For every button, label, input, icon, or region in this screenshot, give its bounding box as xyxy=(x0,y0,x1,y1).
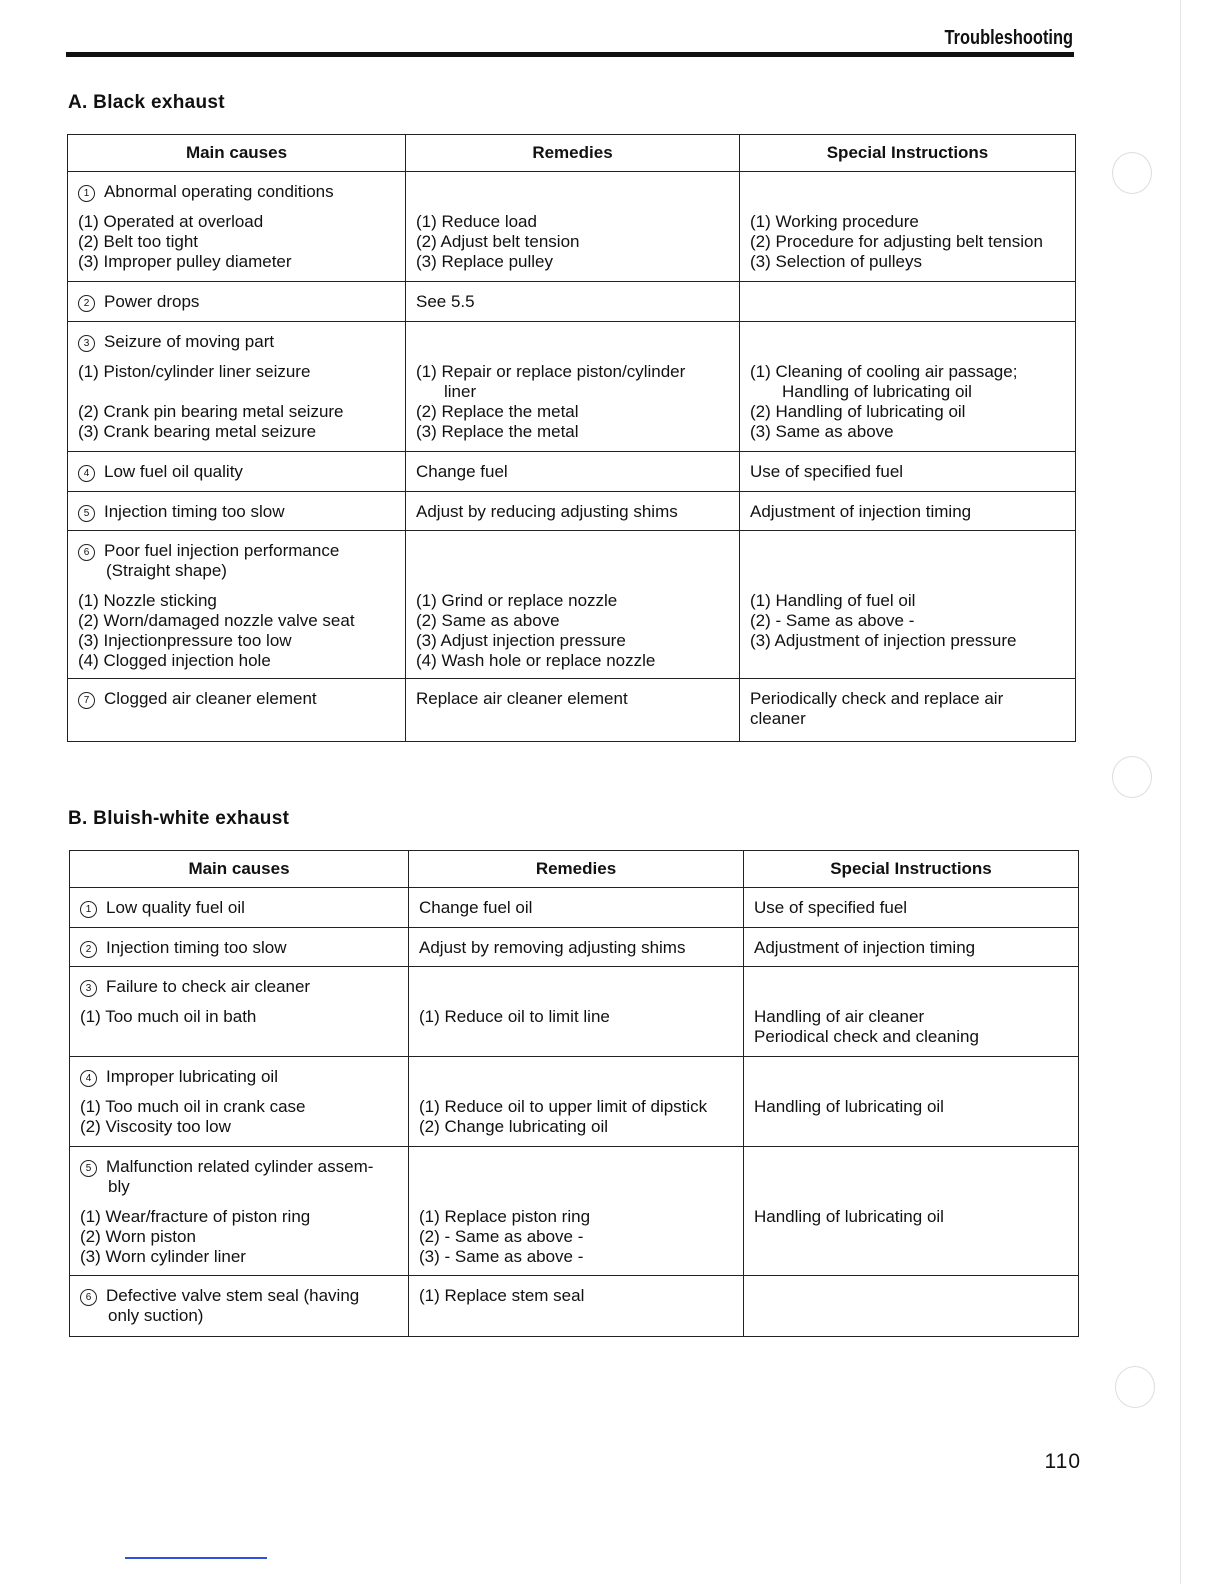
cause-heading: Seizure of moving part xyxy=(104,332,275,351)
remedy-item: (1) Reduce load xyxy=(416,212,537,231)
cause-heading: Injection timing too slow xyxy=(104,502,285,521)
remedy-item: (3) Adjust injection pressure xyxy=(416,631,626,650)
number-circle: 1 xyxy=(80,901,97,918)
instruction-cell xyxy=(740,322,1076,452)
cause-item: (4) Clogged injection hole xyxy=(78,651,271,670)
cause-heading: Low fuel oil quality xyxy=(104,462,243,481)
instruction-item: (1) Working procedure xyxy=(750,212,919,231)
remedy-item: (1) Reduce oil to upper limit of dipstick xyxy=(419,1097,708,1116)
cause-cell xyxy=(68,282,406,322)
cause-cell xyxy=(70,1147,409,1276)
remedy-item: (2) Same as above xyxy=(416,611,560,630)
cause-item: (3) Improper pulley diameter xyxy=(78,252,292,271)
instruction-item: Handling of lubricating oil xyxy=(754,1097,944,1116)
table-header-row xyxy=(70,851,1079,888)
remedy-item: (1) Repair or replace piston/cylinder xyxy=(416,362,686,381)
instruction-item: Periodically check and replace air xyxy=(750,689,1004,708)
number-circle: 4 xyxy=(80,1070,97,1087)
table-row xyxy=(70,1057,1079,1147)
bluish-white-exhaust-table xyxy=(69,850,1079,1337)
instruction-item: (2) Handling of lubricating oil xyxy=(750,402,966,421)
remedy-item: (2) Change lubricating oil xyxy=(419,1117,608,1136)
table-row xyxy=(68,679,1076,742)
table-row xyxy=(68,282,1076,322)
cause-cell xyxy=(70,1276,409,1337)
cause-subheading: only suction) xyxy=(108,1306,204,1325)
number-circle: 1 xyxy=(78,185,95,202)
remedy-item: (4) Wash hole or replace nozzle xyxy=(416,651,656,670)
instruction-item: (1) Cleaning of cooling air passage; xyxy=(750,362,1018,381)
cause-cell xyxy=(70,928,409,967)
instruction-item: (3) Adjustment of injection pressure xyxy=(750,631,1017,650)
table-row xyxy=(70,928,1079,967)
cause-heading: Improper lubricating oil xyxy=(106,1067,278,1086)
instruction-cell: Use of specified fuel xyxy=(740,452,1076,492)
column-header-main-causes: Main causes xyxy=(68,135,406,172)
table-row xyxy=(68,492,1076,531)
remedy-cell xyxy=(406,172,740,282)
cause-item: (1) Wear/fracture of piston ring xyxy=(80,1207,311,1226)
cause-item: (1) Nozzle sticking xyxy=(78,591,217,610)
instruction-item: (3) Selection of pulleys xyxy=(750,252,922,271)
cause-heading: Defective valve stem seal (having xyxy=(106,1286,360,1305)
cause-item: (1) Piston/cylinder liner seizure xyxy=(78,362,311,381)
cause-item: (3) Worn cylinder liner xyxy=(80,1247,246,1266)
cause-item: (3) Crank bearing metal seizure xyxy=(78,422,317,441)
instruction-cell xyxy=(744,1276,1079,1337)
cause-heading: Clogged air cleaner element xyxy=(104,689,317,708)
black-exhaust-table xyxy=(67,134,1076,742)
cause-heading: Power drops xyxy=(104,292,200,311)
instruction-item: Handling of air cleaner xyxy=(754,1007,925,1026)
instruction-cell: Use of specified fuel xyxy=(744,888,1079,928)
cause-item: (1) Too much oil in bath xyxy=(80,1007,257,1026)
cause-cell xyxy=(68,452,406,492)
remedy-item: (2) Replace the metal xyxy=(416,402,579,421)
number-circle: 5 xyxy=(80,1160,97,1177)
cause-heading: Low quality fuel oil xyxy=(106,898,245,917)
instruction-item: (3) Same as above xyxy=(750,422,894,441)
number-circle: 3 xyxy=(78,335,95,352)
number-circle: 2 xyxy=(78,295,95,312)
table-row xyxy=(68,531,1076,679)
table-row xyxy=(70,967,1079,1057)
cause-subheading: bly xyxy=(108,1177,130,1196)
instruction-cell xyxy=(740,679,1076,742)
cause-cell xyxy=(68,679,406,742)
table-header-row xyxy=(68,135,1076,172)
remedy-cell: Change fuel oil xyxy=(409,888,744,928)
cause-item: (2) Viscosity too low xyxy=(80,1117,231,1136)
remedy-cell xyxy=(406,531,740,679)
punch-hole-mark xyxy=(1112,756,1152,798)
remedy-item: (1) Replace piston ring xyxy=(419,1207,591,1226)
scan-edge-line xyxy=(1180,0,1181,1584)
cause-item: (3) Injectionpressure too low xyxy=(78,631,292,650)
number-circle: 2 xyxy=(80,941,97,958)
cause-cell xyxy=(70,888,409,928)
remedy-item: (2) - Same as above - xyxy=(419,1227,584,1246)
table-row xyxy=(68,172,1076,282)
remedy-item: (3) Replace the metal xyxy=(416,422,579,441)
cause-cell xyxy=(70,1057,409,1147)
cause-heading: Abnormal operating conditions xyxy=(104,182,334,201)
instruction-cell: Adjustment of injection timing xyxy=(740,492,1076,531)
cause-heading: Malfunction related cylinder assem- xyxy=(106,1157,374,1176)
column-header-main-causes: Main causes xyxy=(70,851,409,888)
table-row xyxy=(70,1276,1079,1337)
number-circle: 5 xyxy=(78,505,95,522)
instruction-cell: Adjustment of injection timing xyxy=(744,928,1079,967)
running-header: Troubleshooting xyxy=(944,27,1073,49)
cause-item: (1) Too much oil in crank case xyxy=(80,1097,306,1116)
remedy-cell: Change fuel xyxy=(406,452,740,492)
remedy-cell xyxy=(409,1057,744,1147)
cause-item: (2) Worn/damaged nozzle valve seat xyxy=(78,611,355,630)
cause-item: (1) Operated at overload xyxy=(78,212,264,231)
number-circle: 3 xyxy=(80,980,97,997)
remedy-item: (3) - Same as above - xyxy=(419,1247,584,1266)
section-a-title: A. Black exhaust xyxy=(68,92,225,113)
remedy-cell: Replace air cleaner element xyxy=(406,679,740,742)
column-header-remedies: Remedies xyxy=(406,135,740,172)
remedy-item-continued: liner xyxy=(444,382,477,401)
instruction-cell xyxy=(744,967,1079,1057)
remedy-cell: Adjust by removing adjusting shims xyxy=(409,928,744,967)
instruction-item: Periodical check and cleaning xyxy=(754,1027,979,1046)
cause-cell xyxy=(68,322,406,452)
instruction-item: (2) Procedure for adjusting belt tension xyxy=(750,232,1043,251)
remedy-item: (1) Reduce oil to limit line xyxy=(419,1007,610,1026)
section-b-title: B. Bluish-white exhaust xyxy=(68,808,290,829)
remedy-cell xyxy=(406,322,740,452)
remedy-cell: See 5.5 xyxy=(406,282,740,322)
cause-item: (2) Worn piston xyxy=(80,1227,196,1246)
cause-cell xyxy=(68,492,406,531)
cause-cell xyxy=(68,172,406,282)
remedy-item: (3) Replace pulley xyxy=(416,252,554,271)
instruction-item: Handling of lubricating oil xyxy=(754,1207,944,1226)
column-header-remedies: Remedies xyxy=(409,851,744,888)
page-number: 110 xyxy=(1044,1450,1081,1473)
instruction-item-continued: Handling of lubricating oil xyxy=(782,382,972,401)
number-circle: 6 xyxy=(78,544,95,561)
cause-cell xyxy=(70,967,409,1057)
instruction-item: (2) - Same as above - xyxy=(750,611,915,630)
remedy-cell: (1) Replace stem seal xyxy=(409,1276,744,1337)
cause-heading: Poor fuel injection performance xyxy=(104,541,340,560)
number-circle: 7 xyxy=(78,692,95,709)
punch-hole-mark xyxy=(1115,1366,1155,1408)
cause-cell xyxy=(68,531,406,679)
header-rule xyxy=(66,52,1074,57)
column-header-special-instructions: Special Instructions xyxy=(740,135,1076,172)
remedy-cell: Adjust by reducing adjusting shims xyxy=(406,492,740,531)
scan-artifact-line xyxy=(125,1557,267,1559)
table-row xyxy=(68,452,1076,492)
remedy-item: (2) Adjust belt tension xyxy=(416,232,580,251)
instruction-cell xyxy=(744,1057,1079,1147)
cause-item: (2) Belt too tight xyxy=(78,232,199,251)
remedy-item: (1) Grind or replace nozzle xyxy=(416,591,618,610)
number-circle: 6 xyxy=(80,1289,97,1306)
cause-heading: Failure to check air cleaner xyxy=(106,977,311,996)
instruction-item: (1) Handling of fuel oil xyxy=(750,591,916,610)
cause-item: (2) Crank pin bearing metal seizure xyxy=(78,402,344,421)
instruction-cell xyxy=(740,172,1076,282)
number-circle: 4 xyxy=(78,465,95,482)
table-row xyxy=(68,322,1076,452)
instruction-cell xyxy=(740,282,1076,322)
table-row xyxy=(70,888,1079,928)
remedy-cell xyxy=(409,967,744,1057)
instruction-cell xyxy=(744,1147,1079,1276)
instruction-cell xyxy=(740,531,1076,679)
cause-subheading: (Straight shape) xyxy=(106,561,227,580)
remedy-cell xyxy=(409,1147,744,1276)
column-header-special-instructions: Special Instructions xyxy=(744,851,1079,888)
cause-heading: Injection timing too slow xyxy=(106,938,287,957)
punch-hole-mark xyxy=(1112,152,1152,194)
instruction-item-continued: cleaner xyxy=(750,709,806,728)
table-row xyxy=(70,1147,1079,1276)
